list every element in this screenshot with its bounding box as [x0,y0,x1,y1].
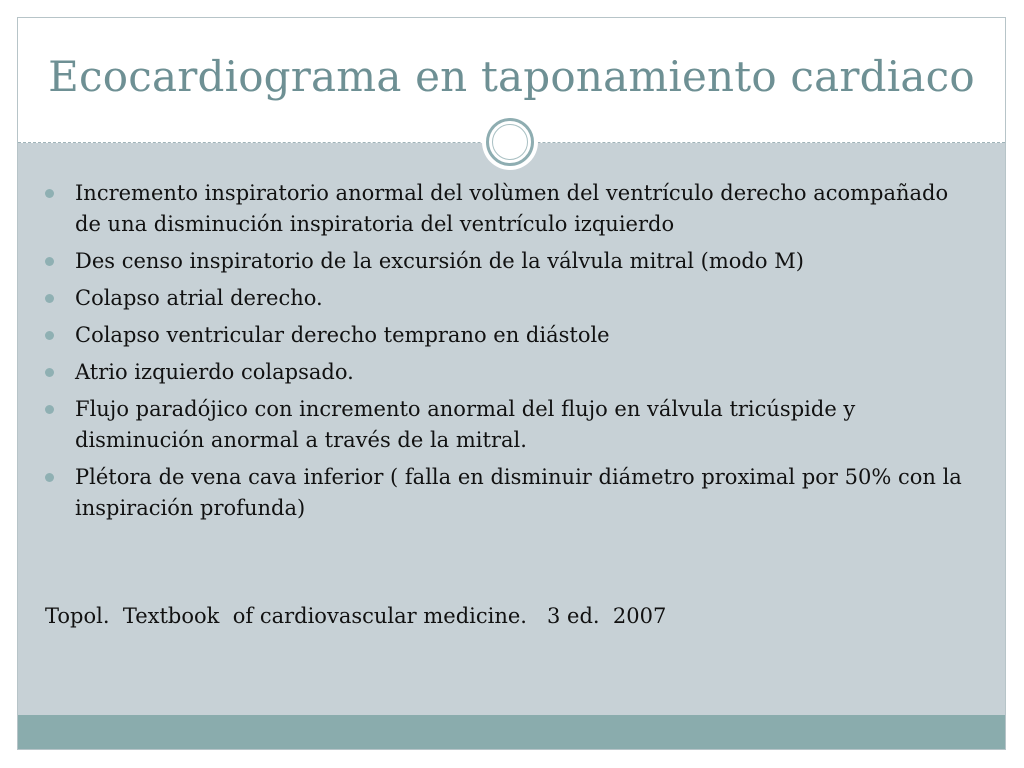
slide-frame [17,17,1006,750]
bullet-dot-icon [45,331,54,340]
bullet-dot-icon [45,257,54,266]
footer-bar [18,715,1005,749]
bullet-dot-icon [45,473,54,482]
bullet-dot-icon [45,189,54,198]
slide-title: Ecocardiograma en taponamiento cardiaco [48,52,975,101]
bullet-dot-icon [45,368,54,377]
bullet-item [18,320,1005,351]
bullet-text: Des censo inspiratorio de la excursión de la válvula mitral (modo M) [75,249,804,273]
bullet-text: Flujo paradójico con incremento anormal del flujo en válvula tricúspide y disminución anormal a través de la mitral. [75,397,856,452]
bullet-dot-icon [45,294,54,303]
reference-citation: Topol. Textbook of cardiovascular medicine. 3 ed. 2007 [45,604,667,628]
bullet-text: Colapso ventricular derecho temprano en diástole [75,323,610,347]
bullet-item [18,283,1005,314]
bullet-text: Colapso atrial derecho. [75,286,323,310]
bullet-text: Atrio izquierdo colapsado. [75,360,354,384]
bullet-item [18,462,1005,524]
divider-ring-inner [492,124,528,160]
bullet-text: Incremento inspiratorio anormal del volùmen del ventrículo derecho acompañado de una disminución inspiratoria del ventrículo izquierdo [75,181,949,236]
bullet-list [18,178,1005,530]
bullet-item [18,246,1005,277]
bullet-item [18,178,1005,240]
bullet-item [18,357,1005,388]
bullet-item [18,394,1005,456]
bullet-dot-icon [45,405,54,414]
bullet-text: Plétora de vena cava inferior ( falla en disminuir diámetro proximal por 50% con la inspiración profunda) [75,465,962,520]
